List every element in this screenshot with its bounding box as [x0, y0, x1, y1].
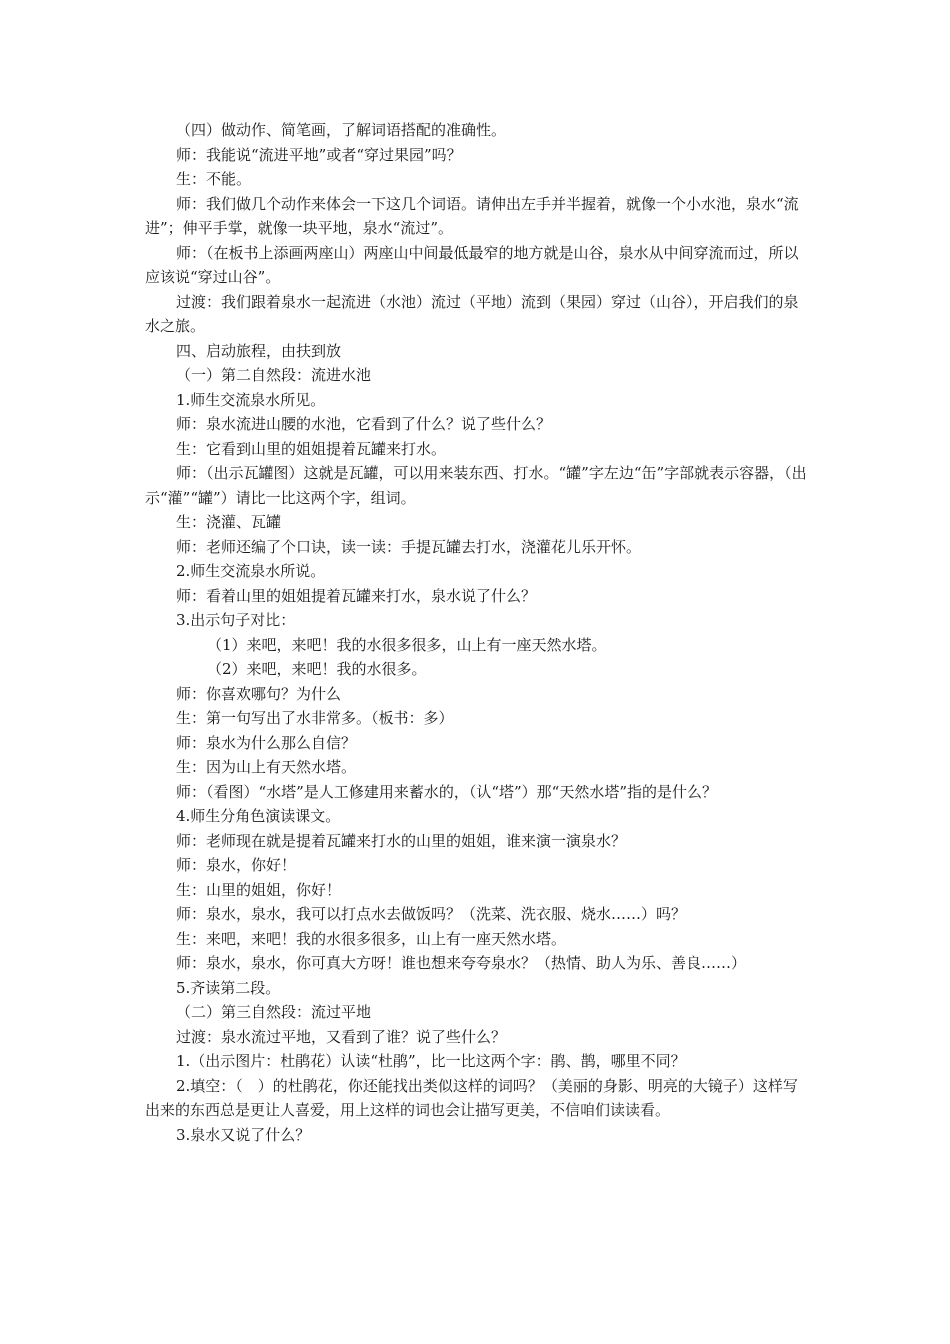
- paragraph: 师：我能说“流进平地”或者“穿过果园”吗？: [176, 145, 462, 164]
- paragraph: 1.师生交流泉水所见。: [176, 390, 326, 409]
- paragraph: 生：第一句写出了水非常多。（板书：多）: [176, 709, 454, 727]
- subsection-heading: （二）第三自然段：流过平地: [176, 1003, 372, 1021]
- paragraph: 师：（看图）“水塔”是人工修建用来蓄水的，（认“塔”）那“天然水塔”指的是什么？: [176, 782, 718, 801]
- paragraph: 生：山里的姐姐，你好！: [176, 880, 342, 899]
- paragraph: 5.齐读第二段。: [176, 978, 281, 997]
- paragraph: 4.师生分角色演读课文。: [176, 807, 341, 825]
- paragraph: （四）做动作、简笔画，了解词语搭配的准确性。: [176, 121, 507, 139]
- paragraph: 师：看着山里的姐姐提着瓦罐来打水，泉水说了什么？: [176, 586, 537, 605]
- paragraph: 师：（出示瓦罐图）这就是瓦罐，可以用来装东西、打水。“罐”字左边“缶”字部就表示容器，（出示“灌”“罐”）请比一比这两个字，组词。: [145, 464, 807, 507]
- paragraph: 师：泉水，泉水，我可以打点水去做饭吗？（洗菜、洗衣服、烧水……）吗？: [176, 905, 687, 923]
- paragraph: 2.师生交流泉水所说。: [176, 562, 326, 580]
- comparison-sentence: （2）来吧，来吧！我的水很多。: [207, 660, 427, 678]
- paragraph: 师：泉水，泉水，你可真大方呀！谁也想来夸夸泉水？（热情、助人为乐、善良……）: [176, 954, 747, 972]
- subsection-heading: （一）第二自然段：流进水池: [176, 366, 372, 384]
- paragraph: 2.填空：（ ）的杜鹃花，你还能找出类似这样的词吗？（美丽的身影、明亮的大镜子）这样写出来的东西总是更让人喜爱，用上这样的词也会让描写更美，不信咱们读读看。: [145, 1076, 798, 1119]
- paragraph: 师：泉水流进山腰的水池，它看到了什么？说了些什么？: [176, 415, 552, 433]
- paragraph: 师：泉水，你好！: [176, 856, 297, 874]
- paragraph: 3.泉水又说了什么？: [176, 1125, 311, 1144]
- paragraph: 师：泉水为什么那么自信？: [176, 733, 357, 752]
- paragraph: 生：不能。: [176, 170, 252, 188]
- paragraph: 过渡：我们跟着泉水一起流进（水池）流过（平地）流到（果园）穿过（山谷），开启我们的泉水之旅。: [145, 292, 799, 335]
- paragraph: 生：因为山上有天然水塔。: [176, 758, 357, 776]
- document-page: [145, 118, 810, 1147]
- paragraph: 过渡：泉水流过平地，又看到了谁？说了些什么？: [176, 1027, 507, 1046]
- paragraph: 师：（在板书上添画两座山）两座山中间最低最窄的地方就是山谷，泉水从中间穿流而过，所以应该说“穿过山谷”。: [145, 243, 799, 286]
- paragraph: 生：浇灌、瓦罐: [176, 513, 282, 531]
- paragraph: 生：它看到山里的姐姐提着瓦罐来打水。: [176, 439, 447, 458]
- paragraph: 1.（出示图片：杜鹃花）认读“杜鹃”，比一比这两个字：鹃、鹊，哪里不同？: [176, 1052, 686, 1070]
- paragraph: 师：老师还编了个口诀，读一读：手提瓦罐去打水，浇灌花儿乐开怀。: [176, 537, 642, 556]
- paragraph: 3.出示句子对比：: [176, 611, 296, 629]
- paragraph: 生：来吧，来吧！我的水很多很多，山上有一座天然水塔。: [176, 929, 567, 948]
- paragraph: 师：我们做几个动作来体会一下这几个词语。请伸出左手并半握着，就像一个小水池，泉水“流进”；伸平手掌，就像一块平地，泉水“流过”。: [145, 194, 799, 237]
- paragraph: 师：老师现在就是提着瓦罐来打水的山里的姐姐，谁来演一演泉水？: [176, 831, 627, 850]
- section-heading: 四、启动旅程，由扶到放: [176, 341, 342, 360]
- comparison-sentence: （1）来吧，来吧！我的水很多很多，山上有一座天然水塔。: [207, 635, 607, 654]
- paragraph: 师：你喜欢哪句？为什么: [176, 684, 342, 703]
